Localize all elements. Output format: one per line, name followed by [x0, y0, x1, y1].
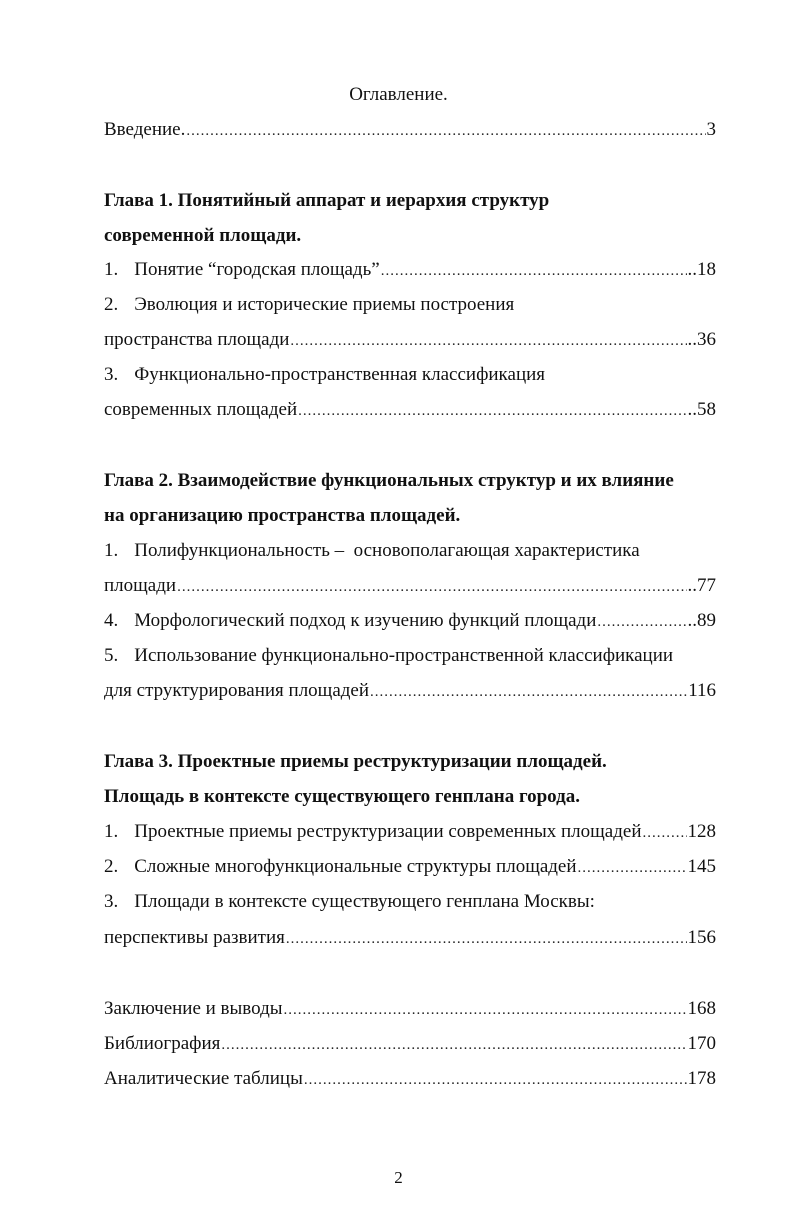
dot-leader [290, 329, 686, 352]
toc-entry-label: Заключение и выводы [104, 998, 283, 1019]
toc-entry-number: 3. [104, 891, 119, 912]
toc-entry-2-1[interactable] [104, 539, 716, 563]
dot-leader [643, 821, 687, 844]
toc-entry-page: ..89 [687, 610, 716, 631]
toc-entry-label: Сложные многофункциональные структуры площадей [134, 856, 577, 877]
toc-entry-1-2[interactable] [104, 293, 716, 317]
toc-entry-label: Полифункциональность – основополагающая характеристика [134, 540, 640, 561]
toc-entry-number: 4. [104, 610, 119, 631]
toc-entry-page: 145 [687, 856, 716, 877]
toc-entry-label: Использование функционально-пространственной классификации [134, 645, 674, 666]
toc-entry-label-cont: перспективы развития [104, 927, 285, 948]
toc-entry-label-cont: современных площадей [104, 399, 298, 420]
page-number: 2 [394, 1168, 403, 1187]
toc-entry-page: 156 [687, 927, 716, 948]
toc-entry-number: 2. [104, 294, 119, 315]
dot-leader [221, 1033, 686, 1056]
toc-entry-1-3[interactable] [104, 363, 716, 387]
chapter-2-heading-cont: на организацию пространства площадей. [104, 505, 461, 526]
dot-leader [304, 1068, 687, 1091]
toc-entry-page: 168 [687, 998, 716, 1019]
toc-entry-page: ..58 [687, 399, 716, 420]
toc-entry-bibliography[interactable] [104, 1032, 716, 1056]
toc-entry-page: 116 [688, 680, 716, 701]
toc-entry-label: Введение. [104, 119, 186, 140]
toc-entry-label: Аналитические таблицы [104, 1068, 303, 1089]
toc-entry-tables[interactable] [104, 1067, 716, 1091]
toc-entry-label: Проектные приемы реструктуризации современных площадей [134, 821, 642, 842]
chapter-3-heading-cont: Площадь в контексте существующего генплана города. [104, 786, 580, 807]
toc-entry-label-cont: пространства площади [104, 329, 290, 350]
toc-entry-page: 178 [687, 1068, 716, 1089]
toc-entry-page: ..18 [687, 259, 716, 280]
chapter-1-heading: Глава 1. Понятийный аппарат и иерархия структур [104, 190, 550, 211]
toc-entry-number: 5. [104, 645, 119, 666]
toc-entry-label: Морфологический подход к изучению функций площади [134, 610, 597, 631]
toc-entry-page: ..36 [687, 329, 716, 350]
chapter-2-heading: Глава 2. Взаимодействие функциональных структур и их влияние [104, 470, 674, 491]
toc-entry-1-1[interactable] [104, 258, 716, 282]
toc-entry-label-cont: площади [104, 575, 177, 596]
toc-entry-2-1-cont[interactable] [104, 574, 716, 598]
toc-entry-page: 3 [706, 119, 716, 140]
toc-entry-label: Эволюция и исторические приемы построения [134, 294, 515, 315]
toc-entry-1-2-cont[interactable] [104, 328, 716, 352]
toc-entry-label: Библиография [104, 1033, 221, 1054]
toc-entry-number: 1. [104, 259, 119, 280]
toc-title: Оглавление. [349, 84, 448, 105]
toc-entry-page: ..77 [687, 575, 716, 596]
toc-entry-number: 1. [104, 821, 119, 842]
dot-leader [186, 119, 705, 142]
toc-entry-conclusion[interactable] [104, 997, 716, 1021]
dot-leader [286, 927, 687, 950]
toc-entry-2-5[interactable] [104, 644, 716, 668]
toc-entry-3-2[interactable] [104, 855, 716, 879]
toc-entry-number: 3. [104, 364, 119, 385]
toc-entry-3-3-cont[interactable] [104, 926, 716, 950]
toc-entry-label-cont: для структурирования площадей [104, 680, 370, 701]
dot-leader [298, 399, 686, 422]
toc-entry-2-4[interactable] [104, 609, 716, 633]
toc-entry-page: 128 [687, 821, 716, 842]
toc-entry-label: Функционально-пространственная классификация [134, 364, 546, 385]
dot-leader [177, 575, 686, 598]
toc-entry-label: Понятие “городская площадь” [134, 259, 380, 280]
chapter-1-heading-cont: современной площади. [104, 225, 302, 246]
toc-entry-number: 1. [104, 540, 119, 561]
toc-entry-page: 170 [687, 1033, 716, 1054]
dot-leader [578, 856, 687, 879]
dot-leader [597, 610, 686, 633]
chapter-3-heading: Глава 3. Проектные приемы реструктуризации площадей. [104, 751, 607, 772]
toc-entry-number: 2. [104, 856, 119, 877]
toc-entry-3-1[interactable] [104, 820, 716, 844]
dot-leader [381, 259, 687, 282]
toc-entry-1-3-cont[interactable] [104, 398, 716, 422]
dot-leader [284, 998, 687, 1021]
toc-entry-3-3[interactable] [104, 890, 716, 914]
toc-entry-label: Площади в контексте существующего генплана Москвы: [134, 891, 595, 912]
toc-entry-intro[interactable] [104, 118, 716, 142]
toc-entry-2-5-cont[interactable] [104, 679, 716, 703]
dot-leader [370, 680, 687, 703]
